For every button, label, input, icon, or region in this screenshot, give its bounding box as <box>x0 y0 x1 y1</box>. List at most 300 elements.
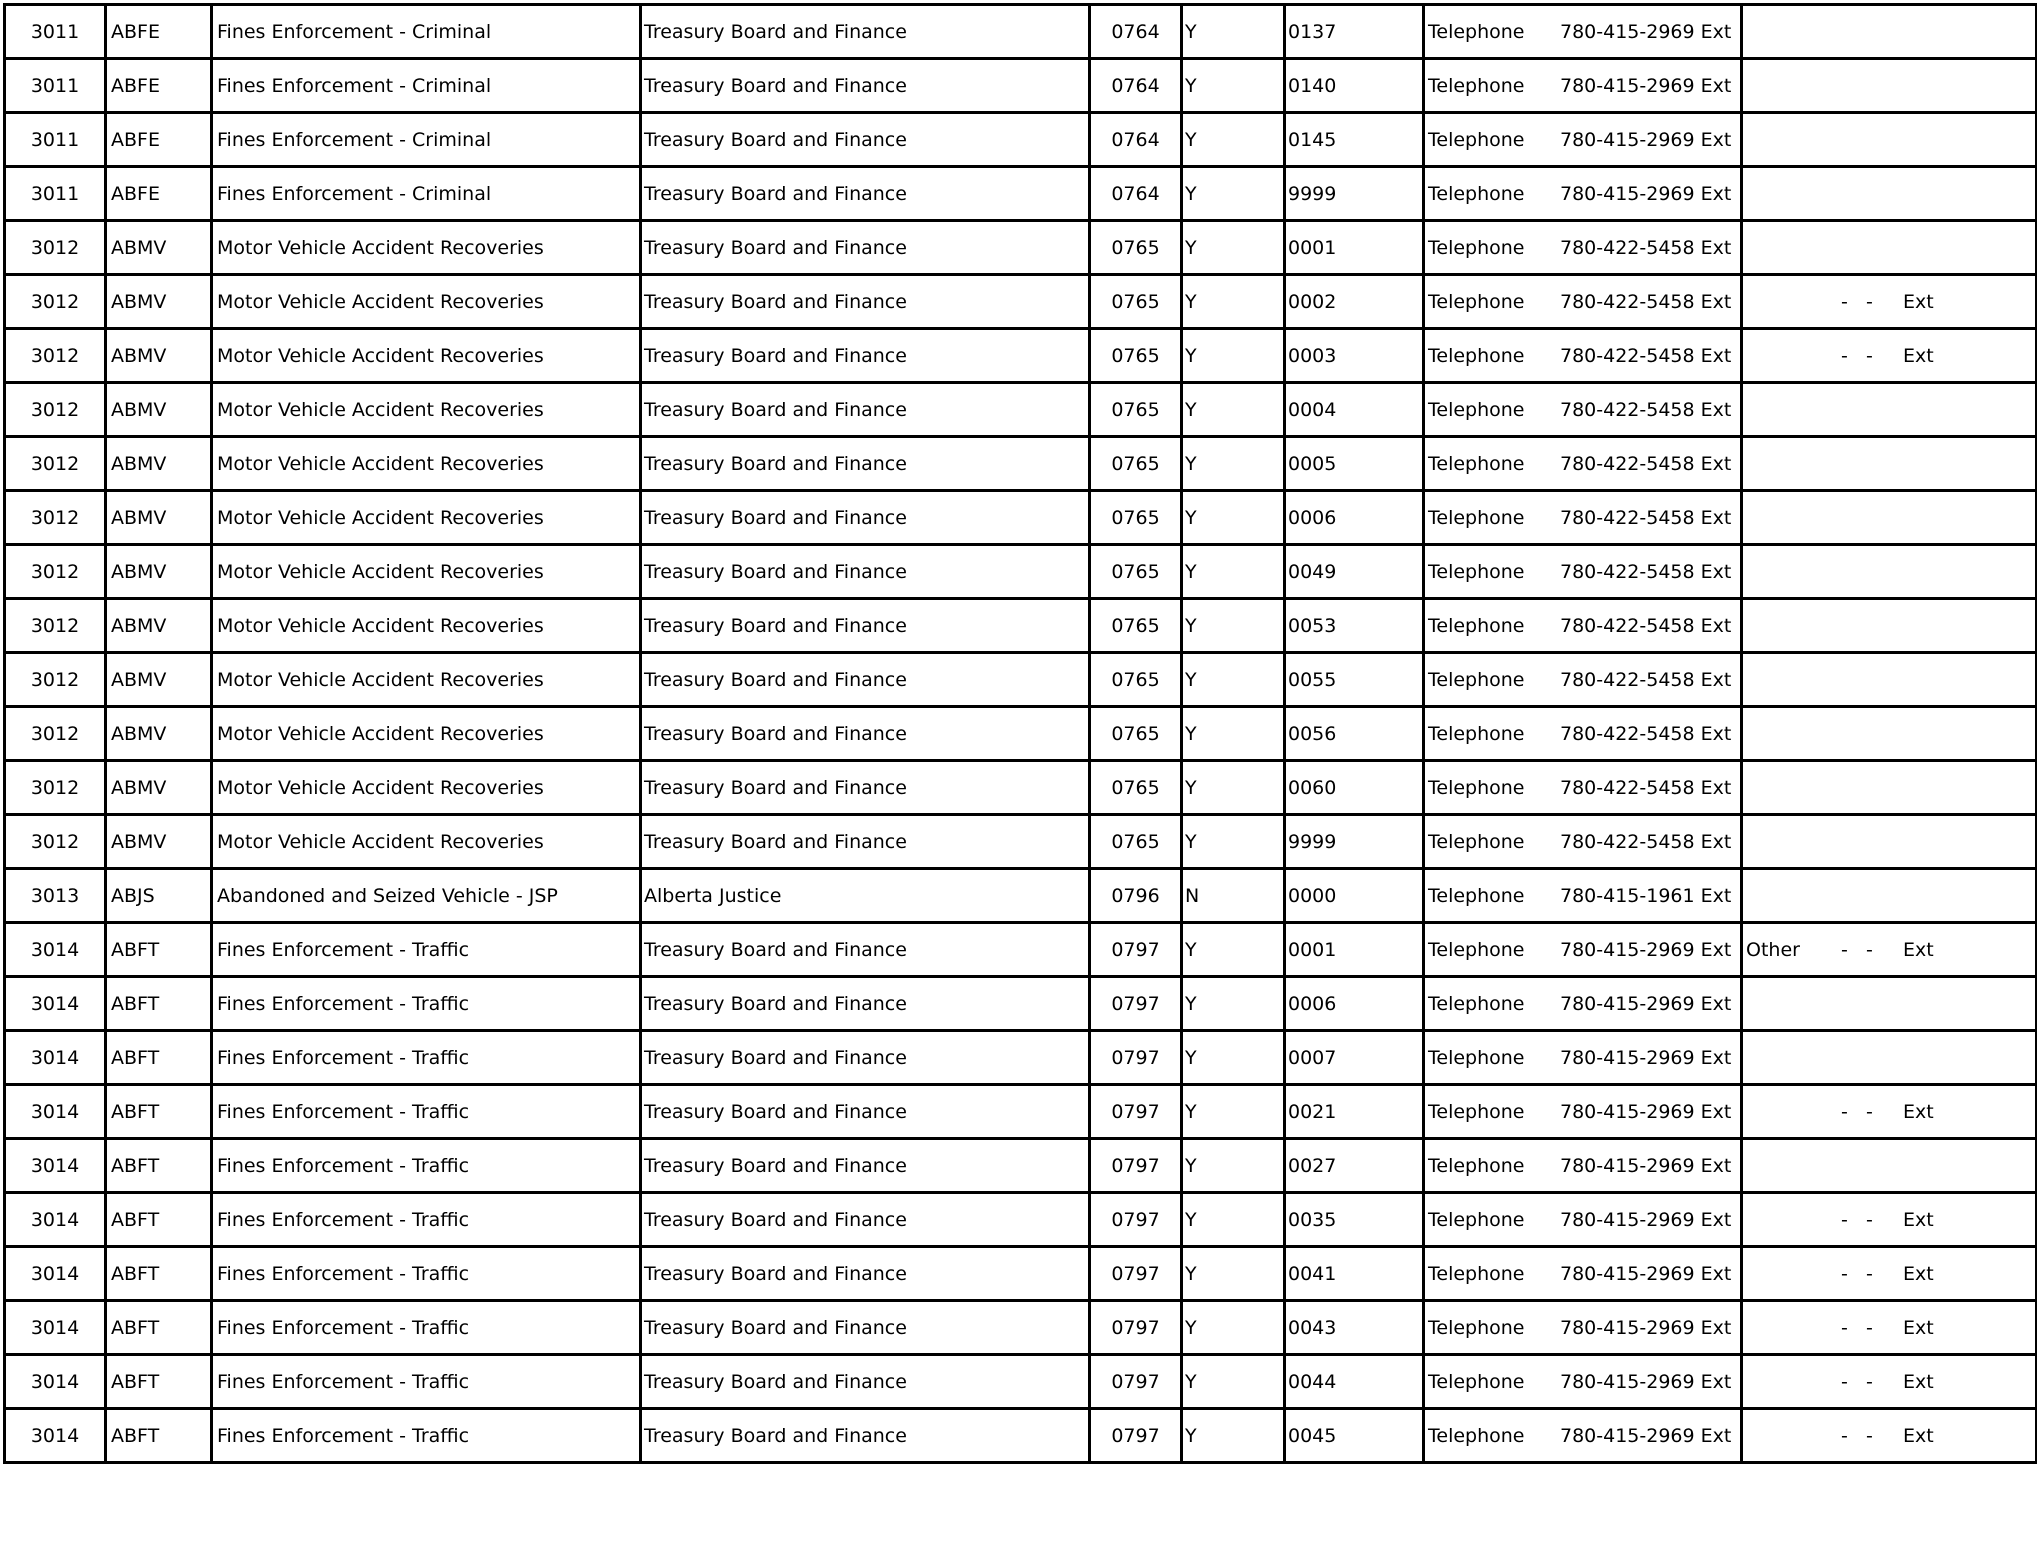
cell-alternate-contact <box>1742 1193 2037 1247</box>
cell-number: 0797 <box>1090 1301 1182 1355</box>
cell-contact <box>1424 221 1742 275</box>
cell-abbreviation: ABMV <box>106 653 212 707</box>
table-row <box>5 1409 2037 1463</box>
cell-department: Treasury Board and Finance <box>641 1301 1090 1355</box>
table-row <box>5 1355 2037 1409</box>
table-body <box>5 5 2037 1463</box>
contact-phone: 780-415-1961 Ext <box>1560 884 1732 907</box>
cell-code: 3011 <box>5 5 106 59</box>
cell-abbreviation: ABMV <box>106 707 212 761</box>
cell-number: 0765 <box>1090 545 1182 599</box>
cell-sub-code: 0041 <box>1285 1247 1424 1301</box>
cell-alternate-contact <box>1742 1031 2037 1085</box>
cell-contact <box>1424 977 1742 1031</box>
cell-flag: Y <box>1182 383 1285 437</box>
contact-type: Telephone <box>1428 344 1525 367</box>
table-row <box>5 923 2037 977</box>
table-row <box>5 599 2037 653</box>
contact-type: Telephone <box>1428 452 1525 475</box>
cell-department: Treasury Board and Finance <box>641 545 1090 599</box>
contact-phone: 780-415-2969 Ext <box>1560 1316 1732 1339</box>
contact-phone: 780-415-2969 Ext <box>1560 992 1732 1015</box>
cell-alternate-contact <box>1742 977 2037 1031</box>
cell-sub-code: 0002 <box>1285 275 1424 329</box>
cell-abbreviation: ABFT <box>106 1409 212 1463</box>
cell-sub-code: 0001 <box>1285 923 1424 977</box>
cell-sub-code: 0004 <box>1285 383 1424 437</box>
contact-type: Telephone <box>1428 20 1525 43</box>
cell-department: Treasury Board and Finance <box>641 653 1090 707</box>
table-row <box>5 707 2037 761</box>
cell-number: 0765 <box>1090 221 1182 275</box>
data-table <box>3 3 2037 1464</box>
cell-program-name: Motor Vehicle Accident Recoveries <box>212 383 641 437</box>
cell-contact <box>1424 1409 1742 1463</box>
cell-number: 0765 <box>1090 491 1182 545</box>
cell-number: 0765 <box>1090 761 1182 815</box>
cell-alternate-contact <box>1742 113 2037 167</box>
cell-abbreviation: ABFT <box>106 1031 212 1085</box>
cell-contact <box>1424 599 1742 653</box>
cell-abbreviation: ABFT <box>106 1085 212 1139</box>
cell-sub-code: 0060 <box>1285 761 1424 815</box>
cell-number: 0764 <box>1090 5 1182 59</box>
cell-abbreviation: ABMV <box>106 329 212 383</box>
cell-contact <box>1424 437 1742 491</box>
cell-code: 3012 <box>5 491 106 545</box>
cell-code: 3011 <box>5 59 106 113</box>
alternate-contact-phone: - - Ext <box>1841 1262 1934 1285</box>
cell-abbreviation: ABMV <box>106 437 212 491</box>
contact-type: Telephone <box>1428 722 1525 745</box>
cell-abbreviation: ABFT <box>106 1301 212 1355</box>
cell-sub-code: 0007 <box>1285 1031 1424 1085</box>
cell-flag: Y <box>1182 1031 1285 1085</box>
table-row <box>5 545 2037 599</box>
cell-abbreviation: ABMV <box>106 761 212 815</box>
cell-program-name: Abandoned and Seized Vehicle - JSP <box>212 869 641 923</box>
cell-number: 0797 <box>1090 977 1182 1031</box>
cell-alternate-contact <box>1742 1301 2037 1355</box>
cell-program-name: Fines Enforcement - Criminal <box>212 5 641 59</box>
contact-phone: 780-422-5458 Ext <box>1560 236 1732 259</box>
alternate-contact-phone: - - Ext <box>1841 290 1934 313</box>
cell-flag: Y <box>1182 653 1285 707</box>
table-row <box>5 815 2037 869</box>
cell-program-name: Fines Enforcement - Criminal <box>212 167 641 221</box>
table-row <box>5 437 2037 491</box>
cell-program-name: Motor Vehicle Accident Recoveries <box>212 329 641 383</box>
cell-sub-code: 0027 <box>1285 1139 1424 1193</box>
contact-type: Telephone <box>1428 1316 1525 1339</box>
cell-department: Treasury Board and Finance <box>641 707 1090 761</box>
cell-sub-code: 0000 <box>1285 869 1424 923</box>
contact-type: Telephone <box>1428 182 1525 205</box>
table-row <box>5 329 2037 383</box>
cell-alternate-contact <box>1742 383 2037 437</box>
contact-phone: 780-422-5458 Ext <box>1560 776 1732 799</box>
cell-code: 3012 <box>5 383 106 437</box>
table-row <box>5 383 2037 437</box>
table-row <box>5 59 2037 113</box>
contact-phone: 780-415-2969 Ext <box>1560 1208 1732 1231</box>
table-row <box>5 167 2037 221</box>
cell-department: Treasury Board and Finance <box>641 1085 1090 1139</box>
cell-program-name: Motor Vehicle Accident Recoveries <box>212 491 641 545</box>
contact-type: Telephone <box>1428 398 1525 421</box>
cell-code: 3012 <box>5 329 106 383</box>
contact-type: Telephone <box>1428 668 1525 691</box>
cell-alternate-contact <box>1742 275 2037 329</box>
cell-program-name: Motor Vehicle Accident Recoveries <box>212 545 641 599</box>
contact-phone: 780-422-5458 Ext <box>1560 830 1732 853</box>
cell-flag: Y <box>1182 1193 1285 1247</box>
cell-contact <box>1424 707 1742 761</box>
cell-flag: Y <box>1182 275 1285 329</box>
contact-type: Telephone <box>1428 776 1525 799</box>
cell-contact <box>1424 491 1742 545</box>
cell-code: 3014 <box>5 1085 106 1139</box>
cell-program-name: Fines Enforcement - Criminal <box>212 113 641 167</box>
cell-flag: Y <box>1182 1139 1285 1193</box>
table-row <box>5 1301 2037 1355</box>
cell-abbreviation: ABFE <box>106 5 212 59</box>
contact-type: Telephone <box>1428 74 1525 97</box>
cell-department: Treasury Board and Finance <box>641 599 1090 653</box>
contact-phone: 780-415-2969 Ext <box>1560 182 1732 205</box>
cell-flag: Y <box>1182 329 1285 383</box>
cell-code: 3014 <box>5 923 106 977</box>
cell-number: 0797 <box>1090 923 1182 977</box>
cell-alternate-contact <box>1742 923 2037 977</box>
contact-phone: 780-415-2969 Ext <box>1560 128 1732 151</box>
cell-sub-code: 0053 <box>1285 599 1424 653</box>
cell-contact <box>1424 1193 1742 1247</box>
contact-type: Telephone <box>1428 992 1525 1015</box>
cell-number: 0797 <box>1090 1355 1182 1409</box>
cell-abbreviation: ABJS <box>106 869 212 923</box>
cell-code: 3011 <box>5 167 106 221</box>
cell-program-name: Fines Enforcement - Criminal <box>212 59 641 113</box>
cell-contact <box>1424 1031 1742 1085</box>
cell-code: 3014 <box>5 977 106 1031</box>
cell-sub-code: 0137 <box>1285 5 1424 59</box>
contact-type: Telephone <box>1428 236 1525 259</box>
cell-program-name: Motor Vehicle Accident Recoveries <box>212 221 641 275</box>
cell-code: 3012 <box>5 653 106 707</box>
cell-sub-code: 0045 <box>1285 1409 1424 1463</box>
cell-department: Treasury Board and Finance <box>641 113 1090 167</box>
cell-number: 0797 <box>1090 1193 1182 1247</box>
cell-abbreviation: ABMV <box>106 383 212 437</box>
cell-number: 0765 <box>1090 275 1182 329</box>
cell-code: 3012 <box>5 275 106 329</box>
cell-alternate-contact <box>1742 491 2037 545</box>
cell-abbreviation: ABMV <box>106 275 212 329</box>
contact-type: Telephone <box>1428 128 1525 151</box>
cell-number: 0765 <box>1090 653 1182 707</box>
cell-alternate-contact <box>1742 221 2037 275</box>
contact-phone: 780-415-2969 Ext <box>1560 1370 1732 1393</box>
cell-contact <box>1424 545 1742 599</box>
cell-code: 3012 <box>5 599 106 653</box>
cell-flag: Y <box>1182 599 1285 653</box>
cell-code: 3012 <box>5 815 106 869</box>
cell-department: Treasury Board and Finance <box>641 1355 1090 1409</box>
cell-flag: Y <box>1182 977 1285 1031</box>
cell-alternate-contact <box>1742 1085 2037 1139</box>
table-row <box>5 275 2037 329</box>
cell-number: 0797 <box>1090 1085 1182 1139</box>
cell-contact <box>1424 1085 1742 1139</box>
cell-department: Treasury Board and Finance <box>641 1031 1090 1085</box>
cell-flag: Y <box>1182 815 1285 869</box>
contact-phone: 780-422-5458 Ext <box>1560 452 1732 475</box>
cell-contact <box>1424 1301 1742 1355</box>
cell-program-name: Fines Enforcement - Traffic <box>212 1301 641 1355</box>
contact-type: Telephone <box>1428 1046 1525 1069</box>
cell-sub-code: 0043 <box>1285 1301 1424 1355</box>
contact-phone: 780-422-5458 Ext <box>1560 506 1732 529</box>
contact-phone: 780-415-2969 Ext <box>1560 1100 1732 1123</box>
cell-code: 3014 <box>5 1355 106 1409</box>
cell-sub-code: 0001 <box>1285 221 1424 275</box>
contact-phone: 780-422-5458 Ext <box>1560 290 1732 313</box>
contact-phone: 780-415-2969 Ext <box>1560 938 1732 961</box>
cell-department: Treasury Board and Finance <box>641 1409 1090 1463</box>
cell-abbreviation: ABMV <box>106 599 212 653</box>
cell-department: Treasury Board and Finance <box>641 5 1090 59</box>
cell-contact <box>1424 815 1742 869</box>
cell-program-name: Motor Vehicle Accident Recoveries <box>212 275 641 329</box>
cell-department: Alberta Justice <box>641 869 1090 923</box>
cell-flag: Y <box>1182 545 1285 599</box>
cell-contact <box>1424 167 1742 221</box>
cell-flag: Y <box>1182 1355 1285 1409</box>
table-row <box>5 977 2037 1031</box>
cell-department: Treasury Board and Finance <box>641 491 1090 545</box>
cell-alternate-contact <box>1742 59 2037 113</box>
cell-number: 0765 <box>1090 329 1182 383</box>
cell-program-name: Fines Enforcement - Traffic <box>212 977 641 1031</box>
cell-flag: Y <box>1182 221 1285 275</box>
cell-program-name: Motor Vehicle Accident Recoveries <box>212 815 641 869</box>
cell-department: Treasury Board and Finance <box>641 815 1090 869</box>
cell-sub-code: 0049 <box>1285 545 1424 599</box>
contact-type: Telephone <box>1428 938 1525 961</box>
cell-code: 3012 <box>5 761 106 815</box>
cell-department: Treasury Board and Finance <box>641 275 1090 329</box>
contact-phone: 780-422-5458 Ext <box>1560 614 1732 637</box>
cell-department: Treasury Board and Finance <box>641 1139 1090 1193</box>
cell-number: 0764 <box>1090 113 1182 167</box>
cell-alternate-contact <box>1742 761 2037 815</box>
cell-abbreviation: ABFE <box>106 59 212 113</box>
cell-number: 0796 <box>1090 869 1182 923</box>
cell-abbreviation: ABFT <box>106 1193 212 1247</box>
cell-program-name: Fines Enforcement - Traffic <box>212 1247 641 1301</box>
cell-program-name: Motor Vehicle Accident Recoveries <box>212 437 641 491</box>
cell-sub-code: 0056 <box>1285 707 1424 761</box>
table-row <box>5 1139 2037 1193</box>
cell-abbreviation: ABFT <box>106 1355 212 1409</box>
cell-number: 0797 <box>1090 1247 1182 1301</box>
cell-code: 3012 <box>5 545 106 599</box>
table-row <box>5 1085 2037 1139</box>
contact-type: Telephone <box>1428 1100 1525 1123</box>
contact-type: Telephone <box>1428 884 1525 907</box>
table-row <box>5 221 2037 275</box>
cell-program-name: Fines Enforcement - Traffic <box>212 1031 641 1085</box>
alternate-contact-phone: - - Ext <box>1841 938 1934 961</box>
cell-code: 3012 <box>5 221 106 275</box>
contact-phone: 780-422-5458 Ext <box>1560 398 1732 421</box>
cell-flag: Y <box>1182 761 1285 815</box>
cell-flag: N <box>1182 869 1285 923</box>
alternate-contact-phone: - - Ext <box>1841 1370 1934 1393</box>
cell-program-name: Fines Enforcement - Traffic <box>212 923 641 977</box>
contact-type: Telephone <box>1428 560 1525 583</box>
cell-sub-code: 0021 <box>1285 1085 1424 1139</box>
cell-sub-code: 0005 <box>1285 437 1424 491</box>
cell-alternate-contact <box>1742 329 2037 383</box>
cell-flag: Y <box>1182 707 1285 761</box>
cell-flag: Y <box>1182 167 1285 221</box>
table-row <box>5 1193 2037 1247</box>
cell-program-name: Motor Vehicle Accident Recoveries <box>212 599 641 653</box>
cell-contact <box>1424 59 1742 113</box>
cell-program-name: Fines Enforcement - Traffic <box>212 1085 641 1139</box>
cell-alternate-contact <box>1742 653 2037 707</box>
contact-type: Telephone <box>1428 1154 1525 1177</box>
cell-department: Treasury Board and Finance <box>641 761 1090 815</box>
alternate-contact-phone: - - Ext <box>1841 344 1934 367</box>
alternate-contact-type: Other <box>1746 938 1800 961</box>
cell-code: 3014 <box>5 1247 106 1301</box>
cell-program-name: Fines Enforcement - Traffic <box>212 1193 641 1247</box>
cell-abbreviation: ABFT <box>106 977 212 1031</box>
cell-program-name: Fines Enforcement - Traffic <box>212 1139 641 1193</box>
cell-code: 3014 <box>5 1031 106 1085</box>
cell-sub-code: 9999 <box>1285 167 1424 221</box>
cell-program-name: Motor Vehicle Accident Recoveries <box>212 761 641 815</box>
table-row <box>5 491 2037 545</box>
cell-code: 3014 <box>5 1409 106 1463</box>
cell-code: 3012 <box>5 437 106 491</box>
cell-code: 3014 <box>5 1139 106 1193</box>
cell-abbreviation: ABMV <box>106 221 212 275</box>
cell-contact <box>1424 275 1742 329</box>
cell-alternate-contact <box>1742 1139 2037 1193</box>
cell-alternate-contact <box>1742 599 2037 653</box>
cell-sub-code: 0003 <box>1285 329 1424 383</box>
cell-number: 0764 <box>1090 59 1182 113</box>
cell-contact <box>1424 761 1742 815</box>
cell-number: 0797 <box>1090 1409 1182 1463</box>
cell-flag: Y <box>1182 1085 1285 1139</box>
cell-flag: Y <box>1182 1409 1285 1463</box>
cell-department: Treasury Board and Finance <box>641 329 1090 383</box>
cell-contact <box>1424 653 1742 707</box>
cell-sub-code: 0055 <box>1285 653 1424 707</box>
cell-department: Treasury Board and Finance <box>641 167 1090 221</box>
cell-alternate-contact <box>1742 1355 2037 1409</box>
cell-program-name: Motor Vehicle Accident Recoveries <box>212 653 641 707</box>
alternate-contact-phone: - - Ext <box>1841 1316 1934 1339</box>
cell-sub-code: 0044 <box>1285 1355 1424 1409</box>
cell-code: 3012 <box>5 707 106 761</box>
cell-sub-code: 0140 <box>1285 59 1424 113</box>
cell-number: 0765 <box>1090 815 1182 869</box>
cell-flag: Y <box>1182 491 1285 545</box>
cell-flag: Y <box>1182 437 1285 491</box>
contact-phone: 780-422-5458 Ext <box>1560 344 1732 367</box>
cell-program-name: Fines Enforcement - Traffic <box>212 1355 641 1409</box>
cell-alternate-contact <box>1742 5 2037 59</box>
alternate-contact-phone: - - Ext <box>1841 1100 1934 1123</box>
contact-type: Telephone <box>1428 1370 1525 1393</box>
table-row <box>5 761 2037 815</box>
contact-type: Telephone <box>1428 614 1525 637</box>
table-row <box>5 1247 2037 1301</box>
table-row <box>5 1031 2037 1085</box>
contact-type: Telephone <box>1428 1208 1525 1231</box>
cell-number: 0765 <box>1090 383 1182 437</box>
cell-sub-code: 0006 <box>1285 491 1424 545</box>
cell-alternate-contact <box>1742 707 2037 761</box>
cell-flag: Y <box>1182 1247 1285 1301</box>
cell-code: 3014 <box>5 1301 106 1355</box>
cell-department: Treasury Board and Finance <box>641 977 1090 1031</box>
contact-phone: 780-415-2969 Ext <box>1560 20 1732 43</box>
cell-program-name: Fines Enforcement - Traffic <box>212 1409 641 1463</box>
cell-abbreviation: ABFT <box>106 1247 212 1301</box>
table-row <box>5 113 2037 167</box>
contact-type: Telephone <box>1428 1424 1525 1447</box>
cell-contact <box>1424 113 1742 167</box>
cell-code: 3014 <box>5 1193 106 1247</box>
alternate-contact-phone: - - Ext <box>1841 1208 1934 1231</box>
cell-department: Treasury Board and Finance <box>641 1247 1090 1301</box>
cell-abbreviation: ABFT <box>106 1139 212 1193</box>
cell-alternate-contact <box>1742 1247 2037 1301</box>
cell-alternate-contact <box>1742 437 2037 491</box>
cell-code: 3011 <box>5 113 106 167</box>
alternate-contact-phone: - - Ext <box>1841 1424 1934 1447</box>
cell-number: 0797 <box>1090 1139 1182 1193</box>
contact-phone: 780-415-2969 Ext <box>1560 1262 1732 1285</box>
cell-abbreviation: ABMV <box>106 545 212 599</box>
cell-flag: Y <box>1182 113 1285 167</box>
cell-contact <box>1424 1355 1742 1409</box>
cell-sub-code: 0035 <box>1285 1193 1424 1247</box>
contact-phone: 780-415-2969 Ext <box>1560 1424 1732 1447</box>
contact-type: Telephone <box>1428 290 1525 313</box>
cell-code: 3013 <box>5 869 106 923</box>
cell-alternate-contact <box>1742 1409 2037 1463</box>
cell-abbreviation: ABFE <box>106 167 212 221</box>
cell-sub-code: 9999 <box>1285 815 1424 869</box>
cell-flag: Y <box>1182 59 1285 113</box>
contact-phone: 780-422-5458 Ext <box>1560 668 1732 691</box>
contact-phone: 780-415-2969 Ext <box>1560 74 1732 97</box>
cell-sub-code: 0006 <box>1285 977 1424 1031</box>
cell-number: 0765 <box>1090 707 1182 761</box>
contact-phone: 780-422-5458 Ext <box>1560 722 1732 745</box>
contact-phone: 780-415-2969 Ext <box>1560 1046 1732 1069</box>
cell-department: Treasury Board and Finance <box>641 437 1090 491</box>
cell-alternate-contact <box>1742 167 2037 221</box>
